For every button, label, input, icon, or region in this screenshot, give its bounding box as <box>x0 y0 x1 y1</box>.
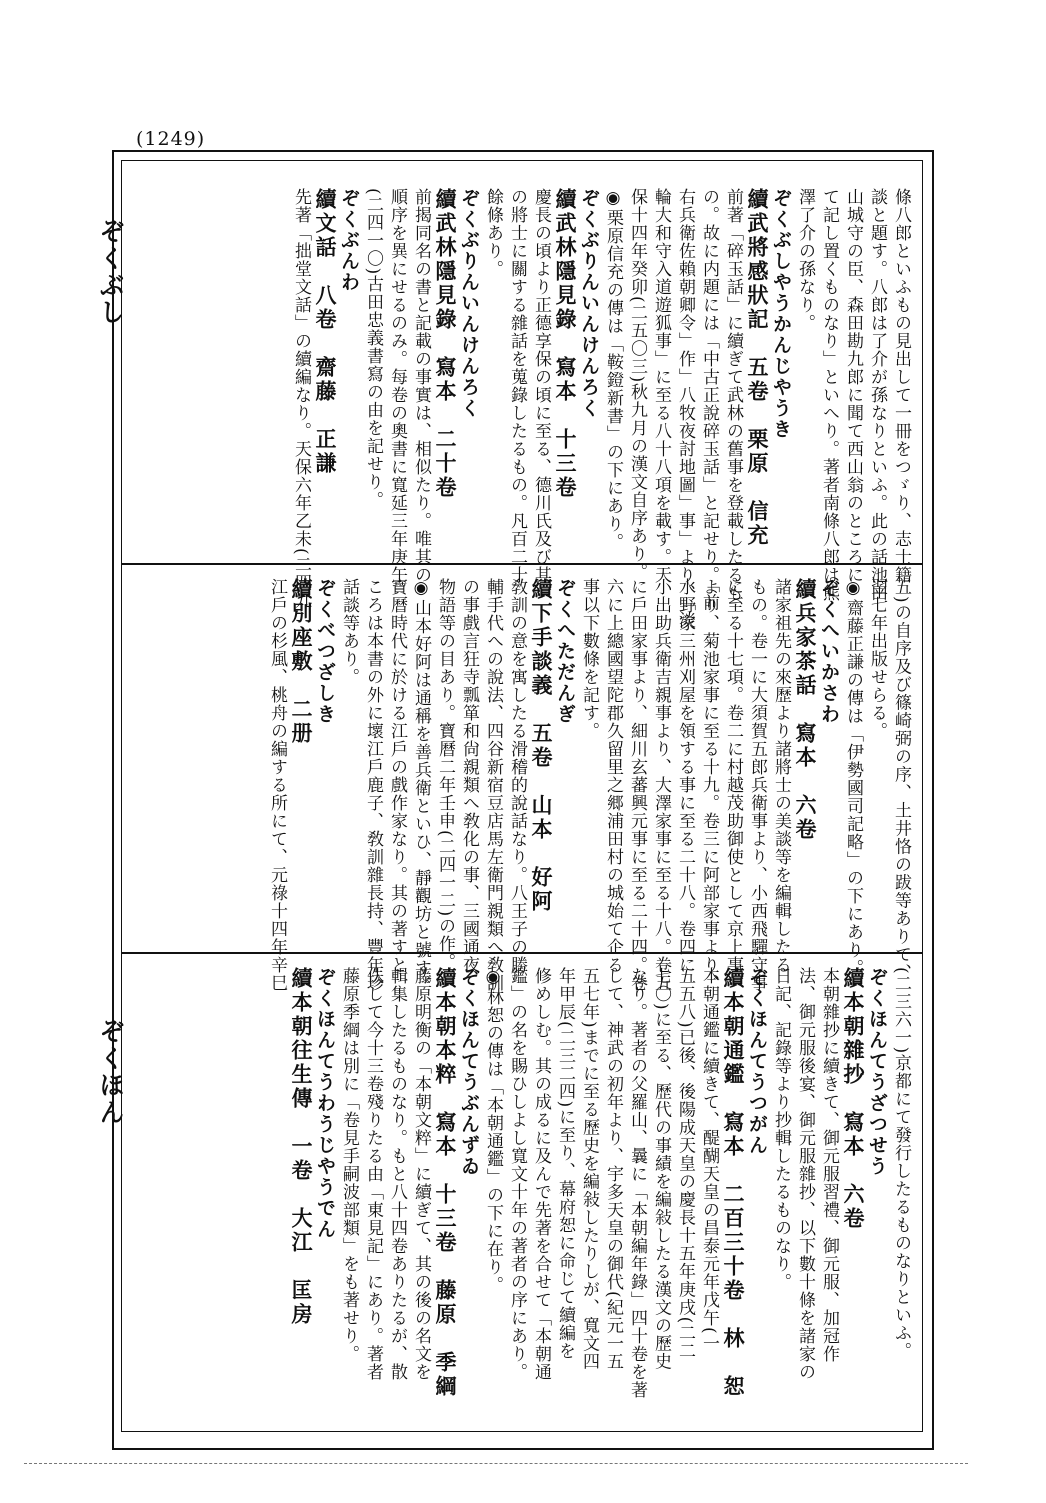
text-column: 輪大和守入道遊狐事」に至る八十八項を載す。天 <box>651 188 671 584</box>
entry-title: 續武林隱見錄 寫本 二十卷 <box>433 188 458 500</box>
entry-heading-kana: ぞくぶしやうかんじやうき <box>770 188 792 440</box>
entry-heading-kana: ぞくほんてうわうじやうでん <box>314 967 336 1240</box>
entry-title: 續本朝通鑑 寫本 二百三十卷 林 恕 <box>721 967 746 1399</box>
entry-title: 續下手談義 五卷 山本 好阿 <box>529 578 554 914</box>
text-column: に戶田家事より、細川玄蕃興元事に至る二十四。卷 <box>627 578 647 992</box>
text-column: 藤原明衡の「本朝文粹」に續ぎて、其の後の名文を <box>411 967 431 1381</box>
entry-title: 續本朝往生傳 一卷 大江 匡房 <box>289 967 314 1327</box>
text-column: 水野家三州刈屋を領する事に至る二十八。卷四に <box>675 578 695 974</box>
text-column: 事以下數條を記す。 <box>579 578 599 740</box>
entry-title: 續本朝本粹 寫本 十三卷 藤原 季綱 <box>433 967 458 1399</box>
text-column: 法、御元服後宴、御元服雜抄、以下數十條を諸家の <box>795 967 815 1381</box>
text-column: 山城守の臣、森田勘九郎に聞て西山翁のところに <box>843 188 863 584</box>
text-column: 江戶の杉風、桃舟の編する所にて、元祿十四年辛巳 <box>267 578 287 992</box>
text-column: 六に上總國望陀郡久留里之郷浦田村の城始て企る <box>603 578 623 974</box>
text-column: て記し置くものなり」といへり。著者南條八郎は熊 <box>819 188 839 602</box>
entry-heading-kana: ぞくへただんぎ <box>554 578 576 725</box>
text-column: 澤了介の孫なり。 <box>795 188 815 332</box>
entry-title: 續本朝雜抄 寫本 六卷 <box>841 967 866 1231</box>
text-column: 五)の自序及び篠崎弼の序、土井恪の跋等ありて、 <box>891 578 911 982</box>
text-column: 本朝通鑑に續きて、醍醐天皇の昌泰元年戊午(一 <box>699 967 719 1353</box>
entry-heading-kana: ぞくぶりんいんけんろく <box>458 188 480 419</box>
section-top <box>133 188 913 630</box>
page-number: (1249) <box>136 128 206 150</box>
text-column: 七〇)に至る、歷代の事績を編敍したる漢文の歷史 <box>651 967 671 1371</box>
entry-heading-kana: ぞくへいかさわ <box>818 578 840 725</box>
text-column: 小出助兵衛吉親事より、大澤家事に至る十八。卷五 <box>651 578 671 992</box>
section-bottom <box>133 967 913 1399</box>
text-column: の將士に關する雜話を蒐錄したるもの。凡百二十 <box>507 188 527 584</box>
text-column: ◉山本好阿は通稱を善兵衛といひ、靜觀坊と號す。 <box>411 578 431 995</box>
text-column: 前著「碎玉話」に續ぎて武林の舊事を登載したるも <box>723 188 743 602</box>
entry-title: 續武林隱見錄 寫本 十三卷 <box>553 188 578 500</box>
text-column: 五五八)已後、後陽成天皇の慶長十五年庚戌(二二 <box>675 967 695 1361</box>
text-column: 年甲辰(二三二四)に至り、幕府恕に命じて續編を <box>555 967 575 1361</box>
entry-heading-kana: ぞくべつざしき <box>314 578 336 725</box>
text-column: 修めしむ。其の成るに及んで先著を合せて「本朝通 <box>531 967 551 1381</box>
text-column: (二四一〇)古田忠義書寫の由を記せり。 <box>363 188 383 510</box>
entry-heading-kana: ぞくぶりんいんけんろく <box>578 188 600 419</box>
text-column: 敎訓の意を寓したる滑稽的說話なり。八王子の勝 <box>507 578 527 974</box>
text-column: 五七年)までに至る歷史を編敍したりしが、寬文四 <box>579 967 599 1371</box>
text-column: 鑑」の名を賜ひしよし寬文十年の著者の序にあり。 <box>507 967 527 1381</box>
text-column: ◉齋藤正謙の傳は「伊勢國司記略」の下にあり。 <box>843 578 863 977</box>
text-column: ころは本書の外に壞江戶鹿子、敎訓雜長持、豐年珍 <box>363 578 383 992</box>
text-column: 條八郎といふもの見出して一冊をつゞり、志士籍 <box>891 188 911 584</box>
text-column: に至る十七項。卷二に村越茂助御使として京上事 <box>723 578 743 974</box>
entry-title: 續武將感狀記 五卷 栗原 信充 <box>745 188 770 548</box>
text-column: ◉林恕の傳は「本朝通鑑」の下に在り。 <box>483 967 503 1294</box>
entry-heading-kana: ぞくぶんわ <box>338 188 360 293</box>
text-column: 藤原季綱は別に「卷見手嗣波部類」をも著せり。 <box>339 967 359 1363</box>
entry-heading-kana: ぞくほんてうぶんずゐ <box>458 967 480 1177</box>
text-column: 右兵衛佐賴朝卿令」作」八牧夜討地圖」事」より、「淡 <box>675 188 695 630</box>
text-column: 慶長の頃より正德享保の頃に至る、德川氏及び其 <box>531 188 551 584</box>
text-column: 寶曆時代に於ける江戶の戲作家なり。其の著すと <box>387 578 407 974</box>
text-column: 翌七年出版せらる。 <box>867 578 887 740</box>
text-column: もの。卷一に大須賀五郎兵衛事より、小西飛驒守事 <box>747 578 767 992</box>
entry-heading-kana: ぞくほんてうざつせう <box>866 967 888 1177</box>
entry-title: 續別座敷 二册 <box>289 578 314 746</box>
text-column: 保十四年癸卯(二五〇三)秋九月の漢文自序あり。 <box>627 188 647 582</box>
text-column: 先著「拙堂文話」の續編なり。天保六年乙未(二四九 <box>291 188 311 610</box>
text-column: ◉栗原信充の傳は「鞍鐙新書」の下にあり。 <box>603 188 623 551</box>
entry-heading-kana: ぞくほんてうつがん <box>746 967 768 1156</box>
text-column: の事戲言狂寺瓢箪和尙親類へ敎化の事、三國通夜 <box>459 578 479 974</box>
text-column: して、神武の初年より、宇多天皇の御代(紀元一五 <box>603 967 623 1371</box>
text-column: なり。著者の父羅山、曩に「本朝編年錄」四十卷を著 <box>627 967 647 1399</box>
entry-title: 續文話 八卷 齋藤 正謙 <box>313 188 338 476</box>
bottom-rule <box>24 1463 968 1464</box>
text-column: 本朝雜抄に續きて、御元服習禮、御元服、加冠作 <box>819 967 839 1363</box>
text-column: 順序を異にせるのみ。每卷の奧書に寬延三年庚午 <box>387 188 407 584</box>
section-middle <box>133 578 913 995</box>
text-column: 輔手代への說法、四谷新宿豆店馬左衛門親類へ敎訓 <box>483 578 503 992</box>
text-column: 輯集したるものなり。もと八十四卷ありたるが、散 <box>387 967 407 1381</box>
text-column: 諸家祖先の來歷より諸將士の美談等を編輯したる <box>771 578 791 974</box>
text-column: 話談等あり。 <box>339 578 359 686</box>
text-column: 佚して今十三卷殘りたる由「東見記」にあり。著者 <box>363 967 383 1381</box>
side-label-bottom: ぞくほん <box>96 1018 125 1126</box>
text-column: 日記、記錄等より抄輯したるものなり。 <box>771 967 791 1291</box>
side-label-top: ぞくぶし <box>96 218 125 326</box>
text-column: より、菊池家事に至る十九。卷三に阿部家事より、 <box>699 578 719 992</box>
text-column: の。故に内題には「中古正說碎玉話」と記せり。「前 <box>699 188 719 612</box>
text-column: 餘條あり。 <box>483 188 503 278</box>
text-column: 物語等の目あり。寶曆二年壬申(二四一二)の作。 <box>435 578 455 972</box>
text-column: (二三六一)京都にて發行したるものなりといふ。 <box>891 967 911 1361</box>
text-column: 談と題す。八郎は了介が孫なりといふ。此の話池田 <box>867 188 887 602</box>
entry-title: 續兵家茶話 寫本 六卷 <box>793 578 818 842</box>
text-column: 前揭同名の書と記載の事實は、相似たり。唯其の <box>411 188 431 584</box>
